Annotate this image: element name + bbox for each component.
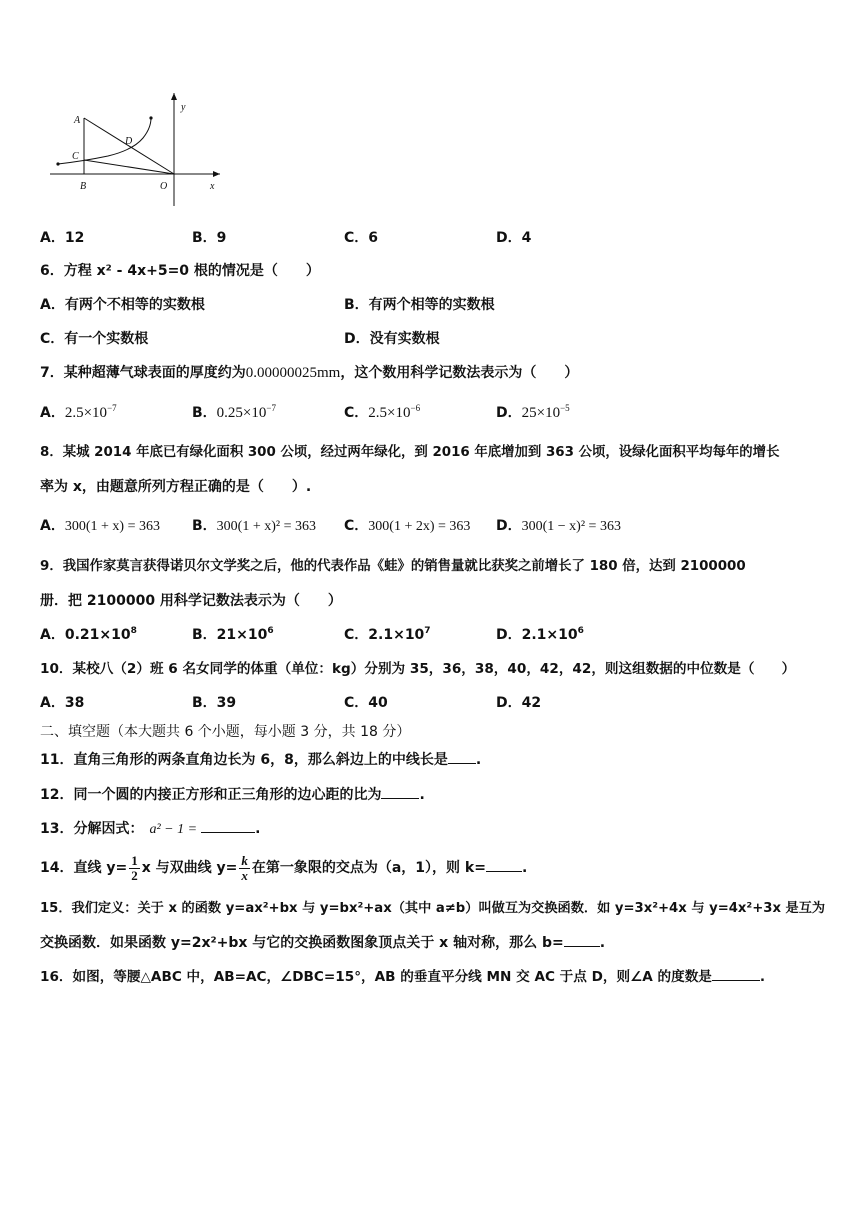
q6-option-a: A．有两个不相等的实数根 <box>40 297 205 313</box>
q7-stem <box>40 362 838 384</box>
section-2-heading: 二、填空题（本大题共 6 个小题，每小题 3 分，共 18 分） <box>40 724 411 740</box>
q16-answer-blank[interactable] <box>712 966 760 981</box>
q9-option-d: D．$2.1\times 10^6$ <box>496 626 584 643</box>
q15-answer-blank[interactable] <box>564 932 600 947</box>
function-graph <box>48 88 228 210</box>
label-C: C <box>72 151 79 162</box>
q10-option-d: D．42 <box>496 695 542 711</box>
q14-answer-blank[interactable] <box>486 857 522 872</box>
q9-option-b: B．$21\times 10^6$ <box>192 626 274 643</box>
label-O: O <box>160 181 168 192</box>
q11: 11．直角三角形的两条直角边长为 6，8，那么斜边上的中线长是 . <box>40 749 838 771</box>
q7-number: 0.00000025mm <box>245 365 341 381</box>
label-D: D <box>125 136 133 147</box>
q12-answer-blank[interactable] <box>381 784 419 799</box>
coordinate-figure <box>48 88 228 210</box>
q15-line2: 交换函数．如果函数 y=2x²+bx 与它的交换函数图象顶点关于 x 轴对称，那么 b= . <box>40 932 838 954</box>
label-x: x <box>210 181 215 192</box>
label-y: y <box>181 102 186 113</box>
fraction-k-over-x: $\frac{k}{x}$ <box>241 852 248 883</box>
q13-answer-blank[interactable] <box>201 818 255 833</box>
q15-line1: 15．我们定义：关于 x 的函数 y=ax²+bx 与 y=bx²+ax（其中 a≠b）叫做互为交换函数．如 y=3x²+4x 与 y=4x²+3x 是互为 <box>40 901 826 916</box>
q8-line1: 8．某城 2014 年底已有绿化面积 300 公顷，经过两年绿化，到 2016 年底增加到 363 公顷，设绿化面积平均每年的增长 <box>40 445 780 460</box>
q12: 12．同一个圆的内接正方形和正三角形的边心距的比为 . <box>40 784 838 806</box>
q6-option-c: C．有一个实数根 <box>40 331 149 347</box>
q7-option-d: D．$25\times 10^{-5}$ <box>496 403 570 421</box>
q7-option-c: C．$2.5\times 10^{-6}$ <box>344 403 421 421</box>
label-B: B <box>80 181 87 192</box>
q8-line2: 率为 x，由题意所列方程正确的是（ ）. <box>40 479 312 495</box>
q6-option-d: D．没有实数根 <box>344 331 440 347</box>
q14: 14．直线 y= $\frac{1}{2}$ x 与双曲线 y= $\frac{k}{x}$ 在第一象限的交点为（a，1），则 k= . <box>40 852 528 883</box>
q9-option-c: C．$2.1\times 10^7$ <box>344 626 431 643</box>
q5-option-d: D．4 <box>496 230 532 246</box>
q5-option-c: C．6 <box>344 230 379 246</box>
q13: 13．分解因式： a² − 1 = . <box>40 818 838 841</box>
q10-option-b: B．39 <box>192 695 237 711</box>
q7-option-a: A．$2.5\times 10^{-7}$ <box>40 403 117 421</box>
q5-option-b: B．9 <box>192 230 227 246</box>
q16: 16．如图，等腰△ABC 中，AB=AC，∠DBC=15°，AB 的垂直平分线 MN 交 AC 于点 D，则∠A 的度数是 . <box>40 966 838 988</box>
q6-option-b: B．有两个相等的实数根 <box>344 297 495 313</box>
q7-stem-b: ，这个数用科学记数法表示为（ ） <box>340 365 579 381</box>
q9-option-a: A．$0.21\times 10^8$ <box>40 626 137 643</box>
fraction-one-half: $\frac{1}{2}$ <box>131 852 138 883</box>
q10-option-a: A．38 <box>40 695 85 711</box>
q11-answer-blank[interactable] <box>448 749 476 764</box>
q7-stem-a: 7．某种超薄气球表面的厚度约为 <box>40 365 246 381</box>
q6-stem: 6．方程 x² - 4x+5=0 根的情况是（ ） <box>40 263 320 279</box>
q8-option-c: C．300(1 + 2x) = 363 <box>344 518 471 534</box>
q9-line1: 9．我国作家莫言获得诺贝尔文学奖之后，他的代表作品《蛙》的销售量就比获奖之前增长了 180 倍，达到 2100000 <box>40 559 746 574</box>
q5-option-a: A．12 <box>40 230 85 246</box>
q8-option-b: B．300(1 + x)² = 363 <box>192 518 316 534</box>
label-A: A <box>74 115 81 126</box>
q9-line2: 册．把 2100000 用科学记数法表示为（ ） <box>40 593 342 609</box>
q10-stem: 10．某校八（2）班 6 名女同学的体重（单位：kg）分别为 35，36，38，40，42，42，则这组数据的中位数是（ ） <box>40 661 796 677</box>
q8-option-a: A．300(1 + x) = 363 <box>40 518 160 534</box>
q10-option-c: C．40 <box>344 695 388 711</box>
q8-option-d: D．300(1 − x)² = 363 <box>496 518 621 534</box>
q7-option-b: B．$0.25\times 10^{-7}$ <box>192 403 276 421</box>
